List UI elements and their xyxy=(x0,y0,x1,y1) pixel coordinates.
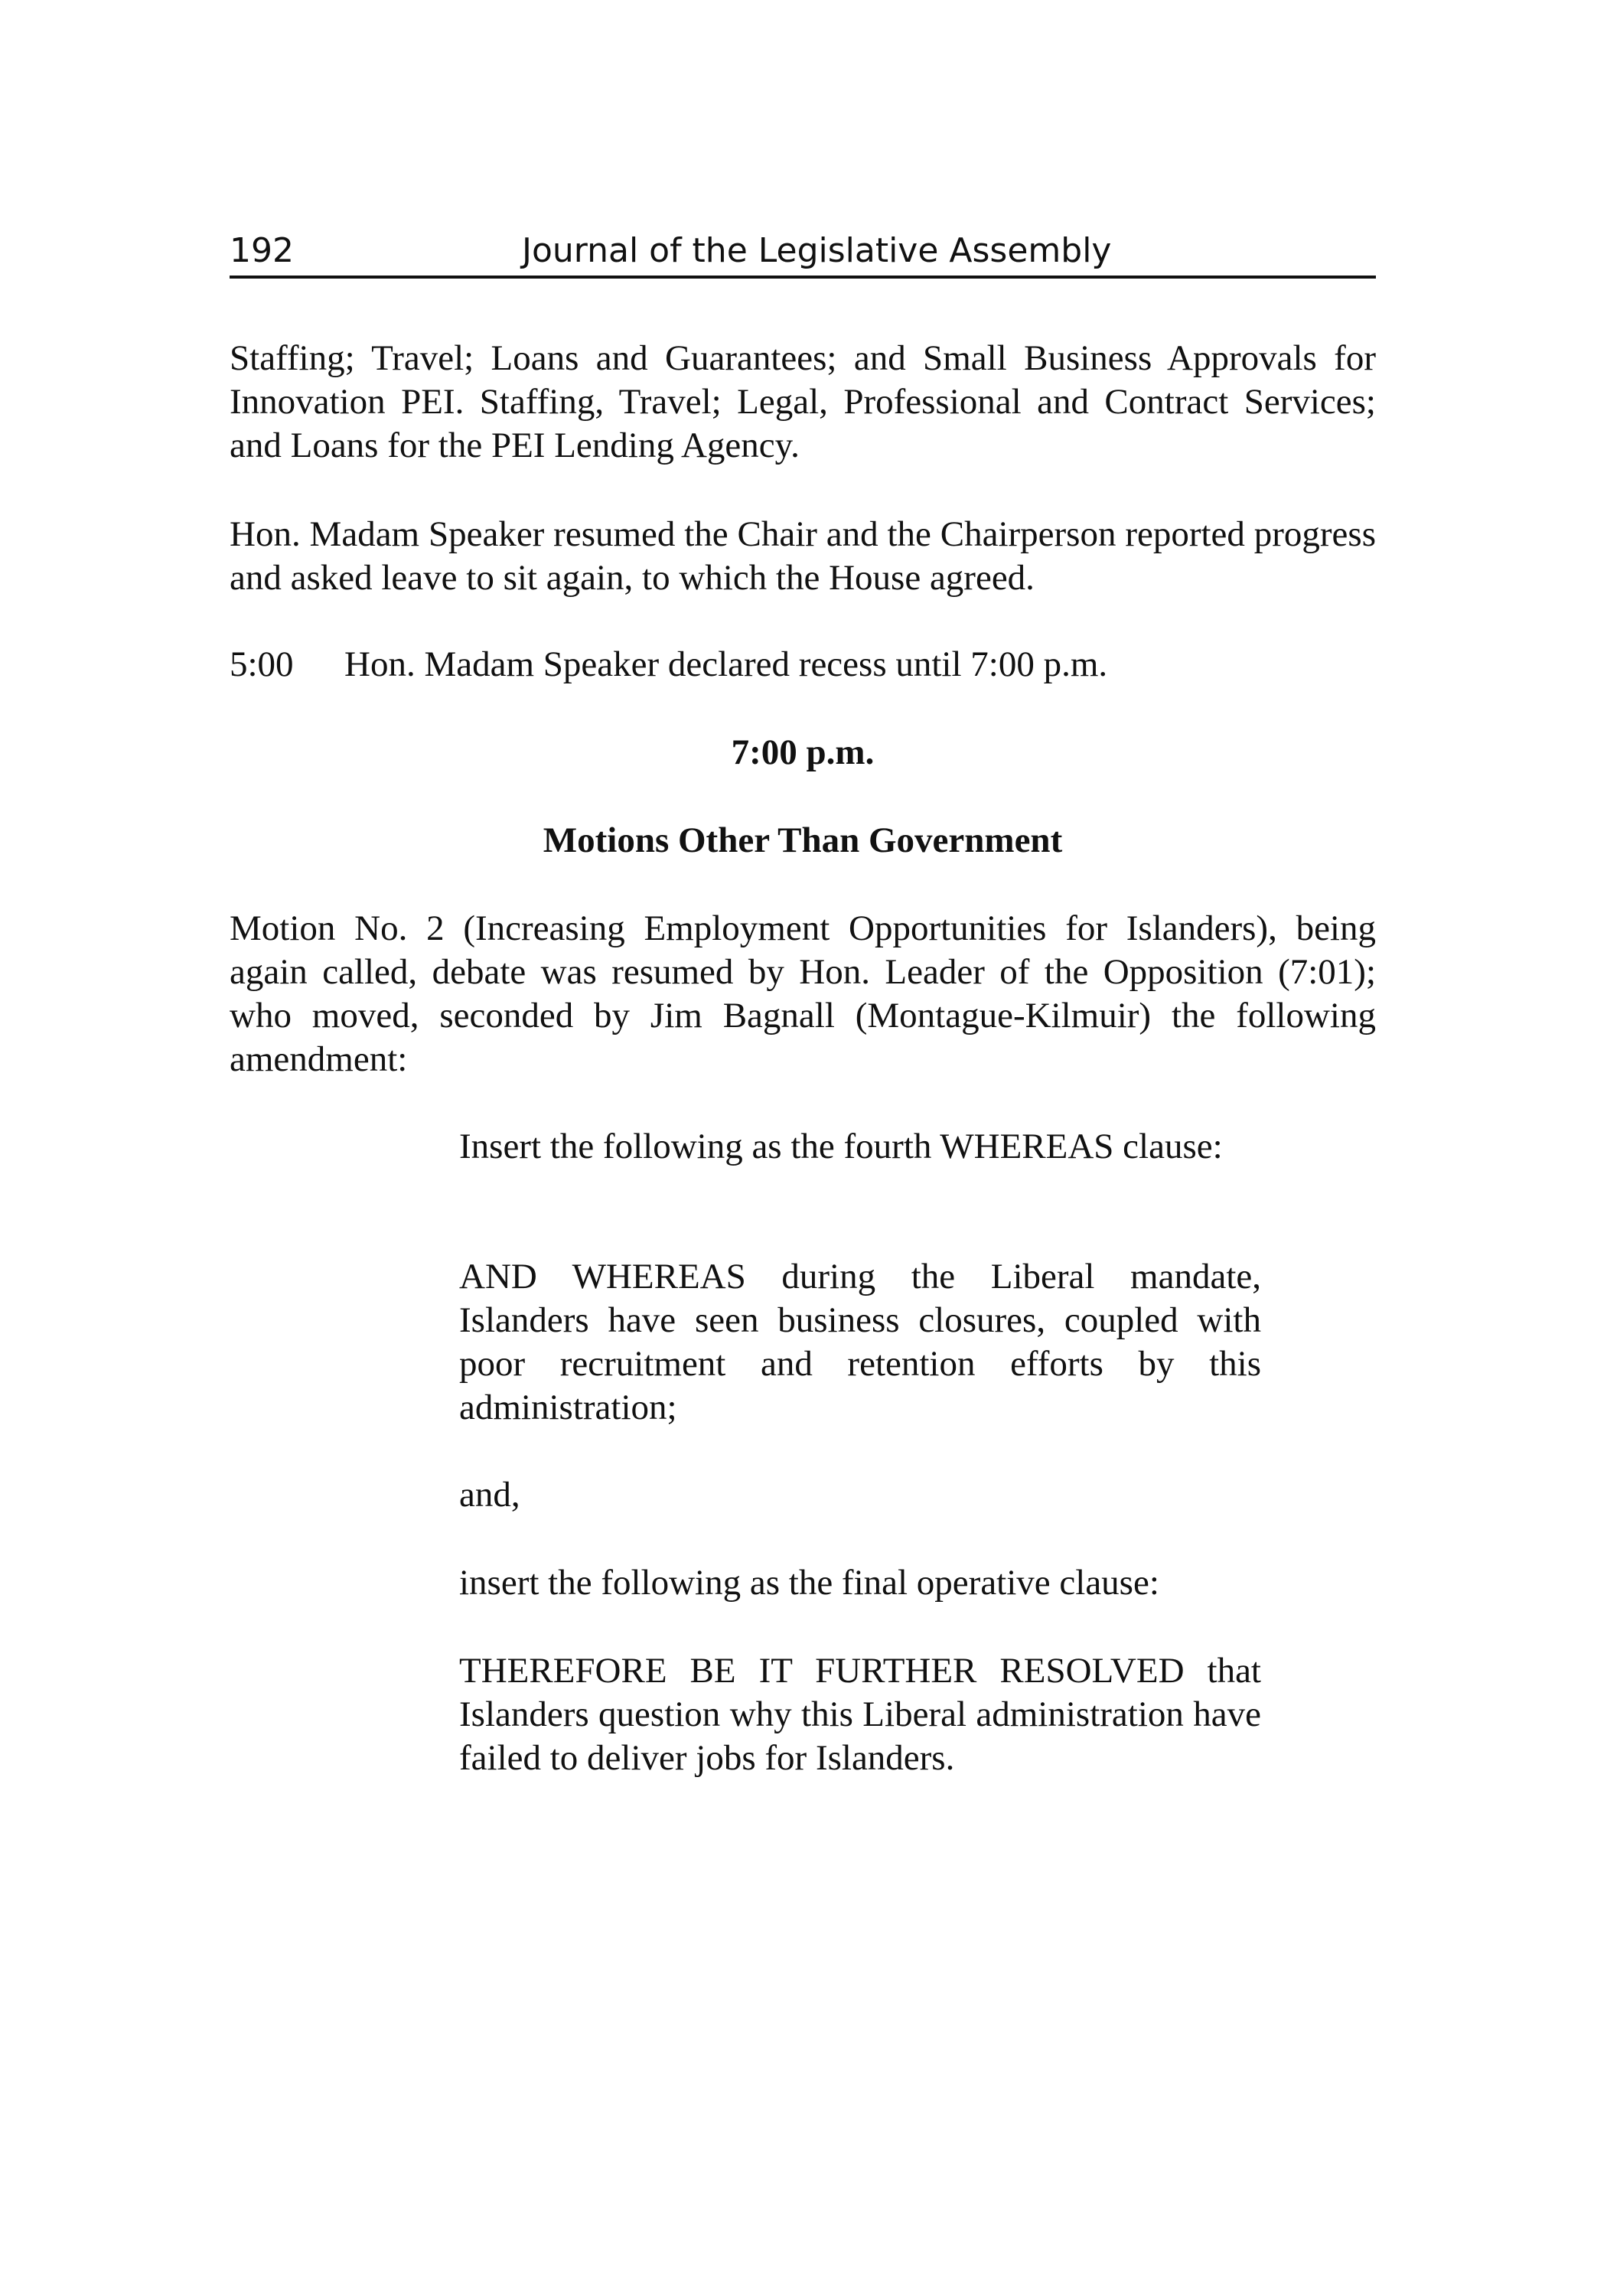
page-number: 192 xyxy=(230,231,294,270)
paragraph-recess xyxy=(230,643,1376,687)
paragraph-motion: Motion No. 2 (Increasing Employment Opportunities for Islanders), being again called, debate was resumed by Hon. Leader of the Opposition (7:01); who moved, seconded by Jim Bagnall (Montague-Kilmuir) the following amendment: xyxy=(230,908,1376,1079)
paragraph-staffing: Staffing; Travel; Loans and Guarantees; and Small Business Approvals for Innovation PEI. Staffing, Travel; Legal, Professional and Contract Services; and Loans for the PEI Lending Agency. xyxy=(230,338,1376,465)
evening-time-heading: 7:00 p.m. xyxy=(731,732,875,772)
amendment-instruction-1: Insert the following as the fourth WHEREAS clause: xyxy=(459,1127,1223,1166)
recess-time: 5:00 xyxy=(230,644,294,684)
amendment-whereas-clause: AND WHEREAS during the Liberal mandate, Islanders have seen business closures, coupled with poor recruitment and retention efforts by this administration; xyxy=(459,1257,1261,1427)
paragraph-speaker-resumed: Hon. Madam Speaker resumed the Chair and the Chairperson reported progress and asked leave to sit again, to which the House agreed. xyxy=(230,514,1376,598)
journal-title: Journal of the Legislative Assembly xyxy=(522,231,1112,270)
amendment-conjunction: and, xyxy=(459,1475,520,1515)
amendment-instruction-2: insert the following as the final operative clause: xyxy=(459,1563,1159,1603)
section-heading: Motions Other Than Government xyxy=(543,820,1063,860)
running-header xyxy=(230,230,1376,279)
recess-text: Hon. Madam Speaker declared recess until 7:00 p.m. xyxy=(344,644,1108,684)
amendment-resolved-clause: THEREFORE BE IT FURTHER RESOLVED that Islanders question why this Liberal administration have failed to deliver jobs for Islanders. xyxy=(459,1651,1261,1778)
